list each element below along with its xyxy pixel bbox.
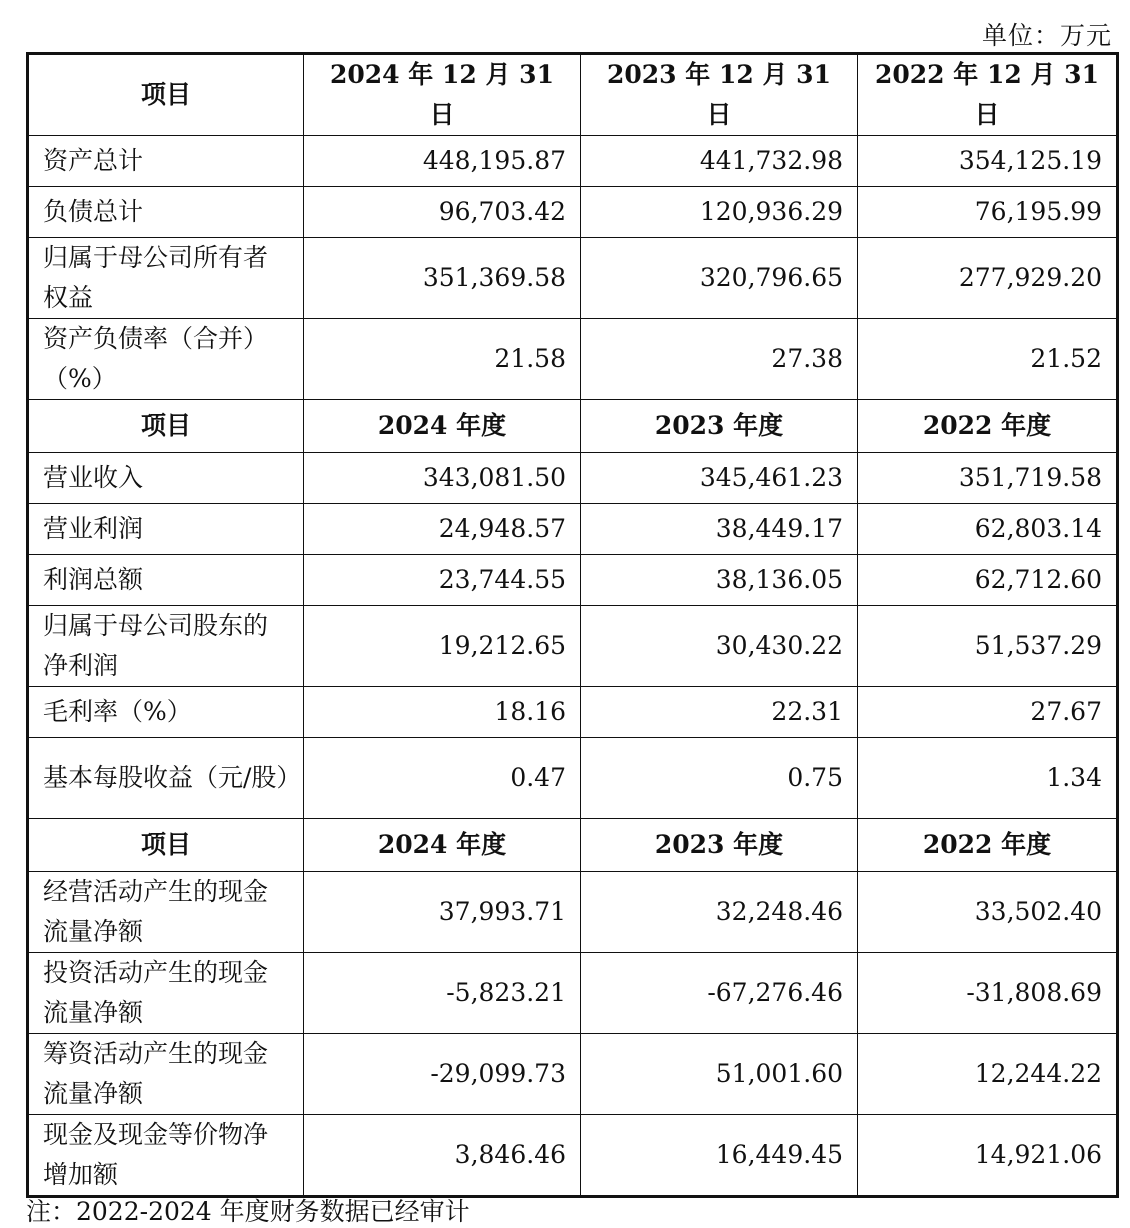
value-2024: -5,823.21 <box>304 953 581 1034</box>
row-label: 资产负债率（合并）（%） <box>28 319 304 400</box>
table-row <box>28 1034 1118 1115</box>
header-cell-2022: 2022 年度 <box>858 400 1118 453</box>
value-2024: 24,948.57 <box>304 504 581 555</box>
value-2022: 21.52 <box>858 319 1118 400</box>
header-cell-2024: 2024 年度 <box>304 400 581 453</box>
table-row <box>28 238 1118 319</box>
value-2022: -31,808.69 <box>858 953 1118 1034</box>
header-cell-item: 项目 <box>28 400 304 453</box>
value-2022: 277,929.20 <box>858 238 1118 319</box>
table-row <box>28 687 1118 738</box>
table-row <box>28 872 1118 953</box>
row-label: 负债总计 <box>28 187 304 238</box>
value-2024: 0.47 <box>304 738 581 819</box>
value-2023: 38,449.17 <box>581 504 858 555</box>
value-2024: 96,703.42 <box>304 187 581 238</box>
table-row <box>28 1115 1118 1197</box>
table-header-row <box>28 819 1118 872</box>
value-2024: 3,846.46 <box>304 1115 581 1197</box>
value-2022: 27.67 <box>858 687 1118 738</box>
value-2023: 120,936.29 <box>581 187 858 238</box>
row-label: 归属于母公司所有者权益 <box>28 238 304 319</box>
row-label: 营业收入 <box>28 453 304 504</box>
table-header-row <box>28 400 1118 453</box>
value-2022: 12,244.22 <box>858 1034 1118 1115</box>
value-2024: 23,744.55 <box>304 555 581 606</box>
header-cell-2024: 2024 年度 <box>304 819 581 872</box>
value-2023: 16,449.45 <box>581 1115 858 1197</box>
value-2024: -29,099.73 <box>304 1034 581 1115</box>
value-2022: 62,803.14 <box>858 504 1118 555</box>
value-2024: 19,212.65 <box>304 606 581 687</box>
header-cell-2023: 2023 年度 <box>581 400 858 453</box>
value-2024: 351,369.58 <box>304 238 581 319</box>
value-2023: 0.75 <box>581 738 858 819</box>
value-2023: 51,001.60 <box>581 1034 858 1115</box>
header-cell-2023: 2023 年 12 月 31 日 <box>581 54 858 136</box>
row-label: 经营活动产生的现金流量净额 <box>28 872 304 953</box>
row-label: 毛利率（%） <box>28 687 304 738</box>
value-2022: 62,712.60 <box>858 555 1118 606</box>
value-2023: 32,248.46 <box>581 872 858 953</box>
value-2022: 51,537.29 <box>858 606 1118 687</box>
row-label: 营业利润 <box>28 504 304 555</box>
table-row <box>28 136 1118 187</box>
value-2022: 351,719.58 <box>858 453 1118 504</box>
financial-summary-table <box>26 52 1119 1198</box>
table-row <box>28 953 1118 1034</box>
row-label: 现金及现金等价物净增加额 <box>28 1115 304 1197</box>
value-2024: 37,993.71 <box>304 872 581 953</box>
row-label: 筹资活动产生的现金流量净额 <box>28 1034 304 1115</box>
table-row <box>28 555 1118 606</box>
value-2024: 18.16 <box>304 687 581 738</box>
table-row <box>28 504 1118 555</box>
unit-label: 单位：万元 <box>981 21 1112 50</box>
table-row <box>28 319 1118 400</box>
value-2024: 21.58 <box>304 319 581 400</box>
value-2022: 33,502.40 <box>858 872 1118 953</box>
row-label: 投资活动产生的现金流量净额 <box>28 953 304 1034</box>
footnote: 注：2022-2024 年度财务数据已经审计 <box>26 1197 470 1226</box>
table-row <box>28 453 1118 504</box>
value-2023: 38,136.05 <box>581 555 858 606</box>
header-cell-item: 项目 <box>28 54 304 136</box>
value-2022: 14,921.06 <box>858 1115 1118 1197</box>
value-2022: 1.34 <box>858 738 1118 819</box>
value-2024: 343,081.50 <box>304 453 581 504</box>
header-cell-2022: 2022 年度 <box>858 819 1118 872</box>
value-2022: 354,125.19 <box>858 136 1118 187</box>
value-2023: 22.31 <box>581 687 858 738</box>
header-cell-2023: 2023 年度 <box>581 819 858 872</box>
header-cell-2024: 2024 年 12 月 31 日 <box>304 54 581 136</box>
table-row <box>28 187 1118 238</box>
value-2023: -67,276.46 <box>581 953 858 1034</box>
value-2023: 441,732.98 <box>581 136 858 187</box>
header-cell-item: 项目 <box>28 819 304 872</box>
row-label: 基本每股收益（元/股） <box>28 738 304 819</box>
value-2023: 27.38 <box>581 319 858 400</box>
row-label: 资产总计 <box>28 136 304 187</box>
value-2022: 76,195.99 <box>858 187 1118 238</box>
value-2023: 30,430.22 <box>581 606 858 687</box>
table-header-row <box>28 54 1118 136</box>
value-2023: 345,461.23 <box>581 453 858 504</box>
table-row <box>28 606 1118 687</box>
row-label: 归属于母公司股东的净利润 <box>28 606 304 687</box>
row-label: 利润总额 <box>28 555 304 606</box>
value-2023: 320,796.65 <box>581 238 858 319</box>
table-row <box>28 738 1118 819</box>
header-cell-2022: 2022 年 12 月 31 日 <box>858 54 1118 136</box>
value-2024: 448,195.87 <box>304 136 581 187</box>
